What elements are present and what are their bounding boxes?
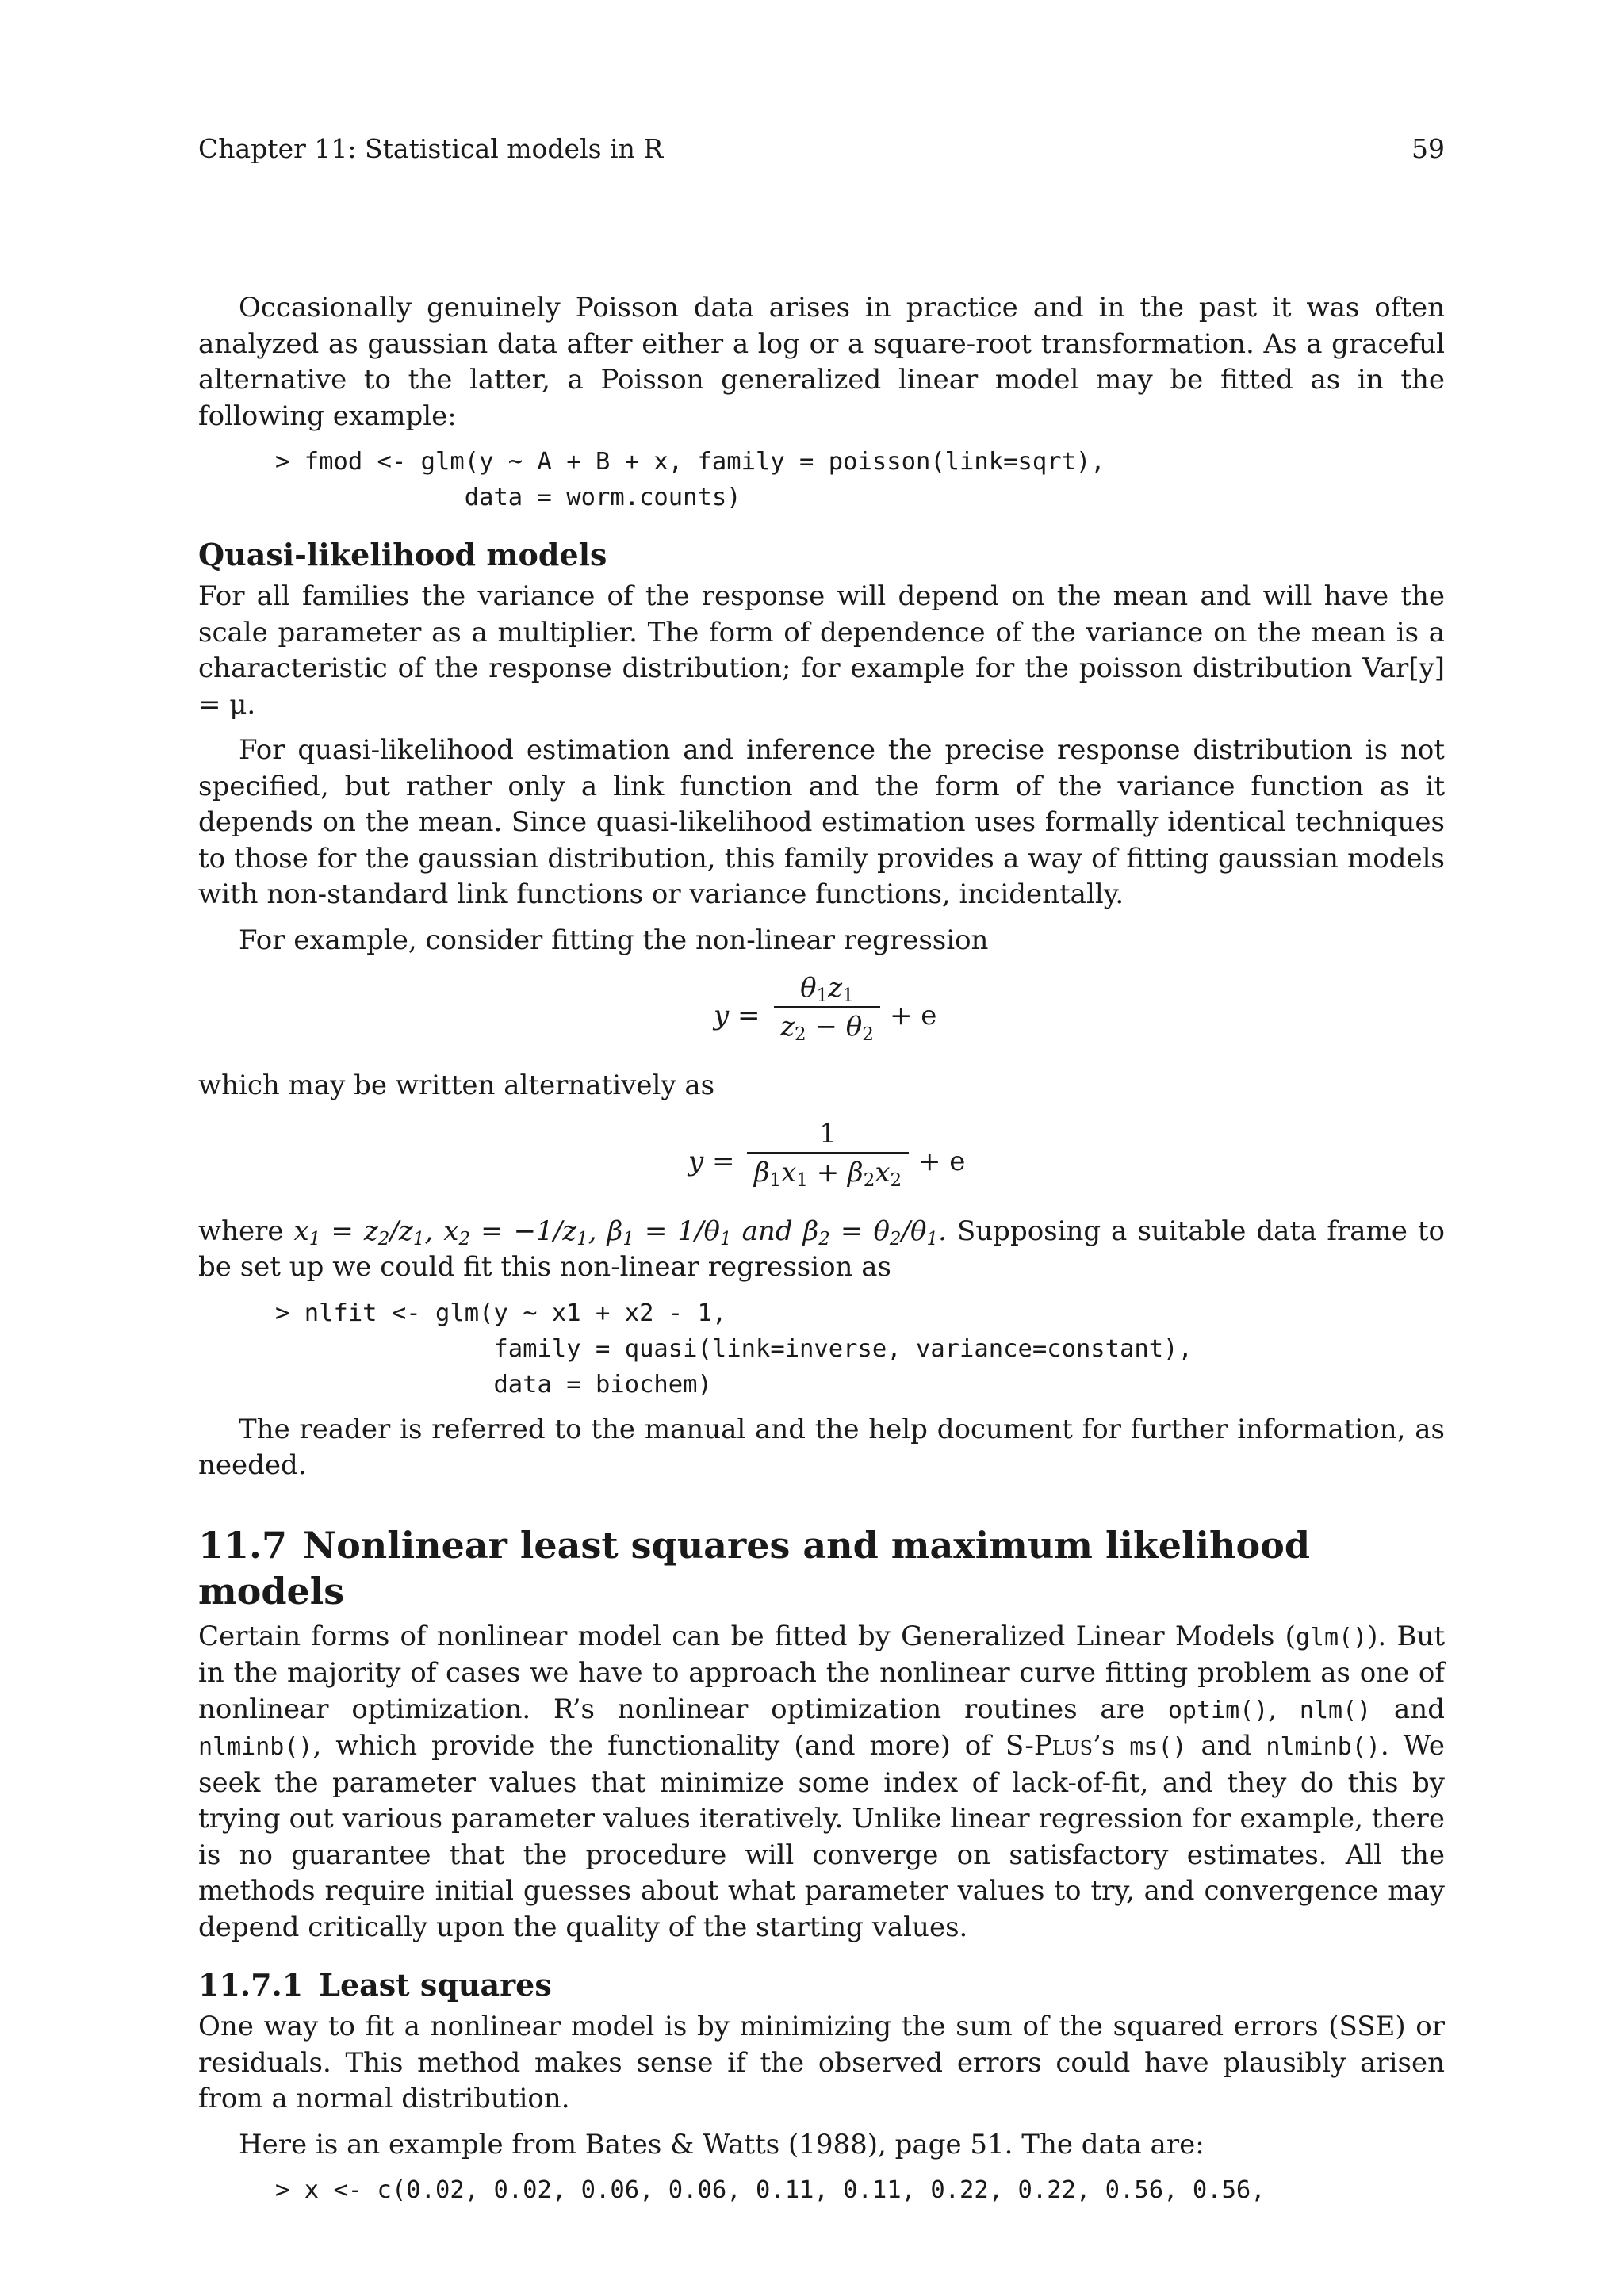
paragraph-alternative: which may be written alternatively as xyxy=(198,1070,715,1101)
equation-lhs: y = xyxy=(714,1000,760,1031)
paragraph-variance-families xyxy=(198,579,1445,723)
equation-rhs: + e xyxy=(890,1000,937,1031)
equation-nonlinear-regression xyxy=(198,970,1445,1062)
paragraph-variable-definitions-rest: Supposing a suitable data frame to be set up we could fit this non-linear regression as xyxy=(198,1215,1445,1283)
subsection-heading-11-7-1 xyxy=(198,1966,1445,2004)
paragraph-bates-watts: Here is an example from Bates & Watts (1988), page 51. The data are: xyxy=(239,2128,1205,2160)
equation-numerator: 1 xyxy=(819,1117,837,1150)
page-body xyxy=(198,290,1445,2208)
page-number: 59 xyxy=(1411,133,1445,164)
text-run: and xyxy=(1371,1693,1445,1725)
equation-denominator: $z_2 - \theta_2$ xyxy=(780,1011,874,1045)
equation-lhs: y = xyxy=(688,1145,735,1177)
inline-code-nlminb-splus: nlminb() xyxy=(1266,1733,1381,1761)
paragraph-poisson-intro: Occasionally genuinely Poisson data arises in practice and in the past it was often analyzed as gaussian data after either a log or a square-root transformation. As a graceful alternative to the latter, a Poisson generalized linear model may be fitted as in the following example: xyxy=(198,292,1445,432)
text-run: , which provide the functionality (and more) of xyxy=(312,1730,1005,1762)
running-header xyxy=(198,132,1445,166)
equation-fraction xyxy=(774,970,880,1044)
inline-code-glm: glm() xyxy=(1295,1623,1368,1651)
text-run: Certain forms of nonlinear model can be fitted by Generalized Linear Models ( xyxy=(198,1620,1296,1652)
section-number: 11.7 xyxy=(198,1523,288,1567)
equation-numerator: $\theta_1z_1$ xyxy=(800,972,854,1006)
section-heading-11-7 xyxy=(198,1522,1445,1614)
splus-name: S-Plus xyxy=(1005,1730,1094,1762)
inline-code-nlminb: nlminb() xyxy=(198,1733,313,1761)
inline-code-optim: optim() xyxy=(1167,1696,1269,1724)
chapter-title: Chapter 11: Statistical models in R xyxy=(198,133,664,164)
text-run: and xyxy=(1186,1730,1266,1762)
equation-alternative-form xyxy=(198,1115,1445,1207)
paragraph-variable-definitions xyxy=(198,1214,1445,1286)
subsection-number: 11.7.1 xyxy=(198,1967,304,2003)
equation-fraction xyxy=(747,1115,909,1190)
paragraph-quasi-estimation: For quasi-likelihood estimation and inference the precise response distribution is not specified, but rather only a link function and the form of the variance function as it depends on the mean. Since quasi-likelihood estimation uses formally identical techniques to those for the gaussian distribution, this family provides a way of fitting gaussian models with non-standard link functions or variance functions, incidentally. xyxy=(198,734,1445,910)
paragraph-variance-families-text: For all families the variance of the response will depend on the mean and will have the scale parameter as a multiplier. The form of dependence of the variance on the mean is a characteristic of the response distribution; for example for the poisson distribution Var[y] = μ. xyxy=(198,580,1445,721)
code-block-nlfit: > nlfit <- glm(y ~ x1 + x2 - 1, family = quasi(link=inverse, variance=constant), data = biochem) xyxy=(275,1299,1193,1399)
text-run: ). But in the majority of cases we have to approach the nonlinear curve fitting problem as one of nonlinear optimization. R’s nonlinear optimization routines are xyxy=(198,1620,1445,1725)
text-run: , xyxy=(1268,1693,1300,1725)
paragraph-reader-referred: The reader is referred to the manual and the help document for further information, as needed. xyxy=(198,1413,1445,1481)
equation-denominator: $\beta_1x_1 + \beta_2x_2$ xyxy=(753,1156,902,1191)
inline-code-ms: ms() xyxy=(1129,1733,1187,1761)
paragraph-example-intro: For example, consider fitting the non-linear regression xyxy=(239,924,989,956)
paragraph-least-squares: One way to fit a nonlinear model is by minimizing the sum of the squared errors (SSE) or residuals. This method makes sense if the observed errors could have plausibly arisen from a normal distribution. xyxy=(198,2011,1445,2114)
subsection-title: Least squares xyxy=(319,1967,552,2003)
text-run: ’s xyxy=(1093,1730,1130,1762)
section-title: Nonlinear least squares and maximum likelihood models xyxy=(198,1523,1310,1613)
equation-rhs: + e xyxy=(918,1145,966,1177)
text-run: . We seek the parameter values that minimize some index of lack-of-fit, and they do this by trying out various parameter values iteratively. Unlike linear regression for example, there is no guarantee that the procedure will converge on satisfactory estimates. All the methods require initial guesses about what parameter values to try, and convergence may depend critically upon the quality of the starting values. xyxy=(198,1730,1445,1943)
heading-quasi-likelihood: Quasi-likelihood models xyxy=(198,537,607,572)
where-word: where xyxy=(198,1215,284,1247)
paragraph-nonlinear-models xyxy=(198,1619,1445,1946)
inline-code-nlm: nlm() xyxy=(1299,1696,1372,1724)
variable-definitions: $x_1 = z_2/z_1$, $x_2 = -1/z_1$, $\beta_1 = 1/\theta_1$ and $\beta_2 = \theta_2/\theta_1$. xyxy=(293,1215,947,1249)
code-block-fmod: > fmod <- glm(y ~ A + B + x, family = poisson(link=sqrt), data = worm.counts) xyxy=(275,448,1105,511)
code-block-x-data: > x <- c(0.02, 0.02, 0.06, 0.06, 0.11, 0.11, 0.22, 0.22, 0.56, 0.56, xyxy=(275,2176,1266,2204)
